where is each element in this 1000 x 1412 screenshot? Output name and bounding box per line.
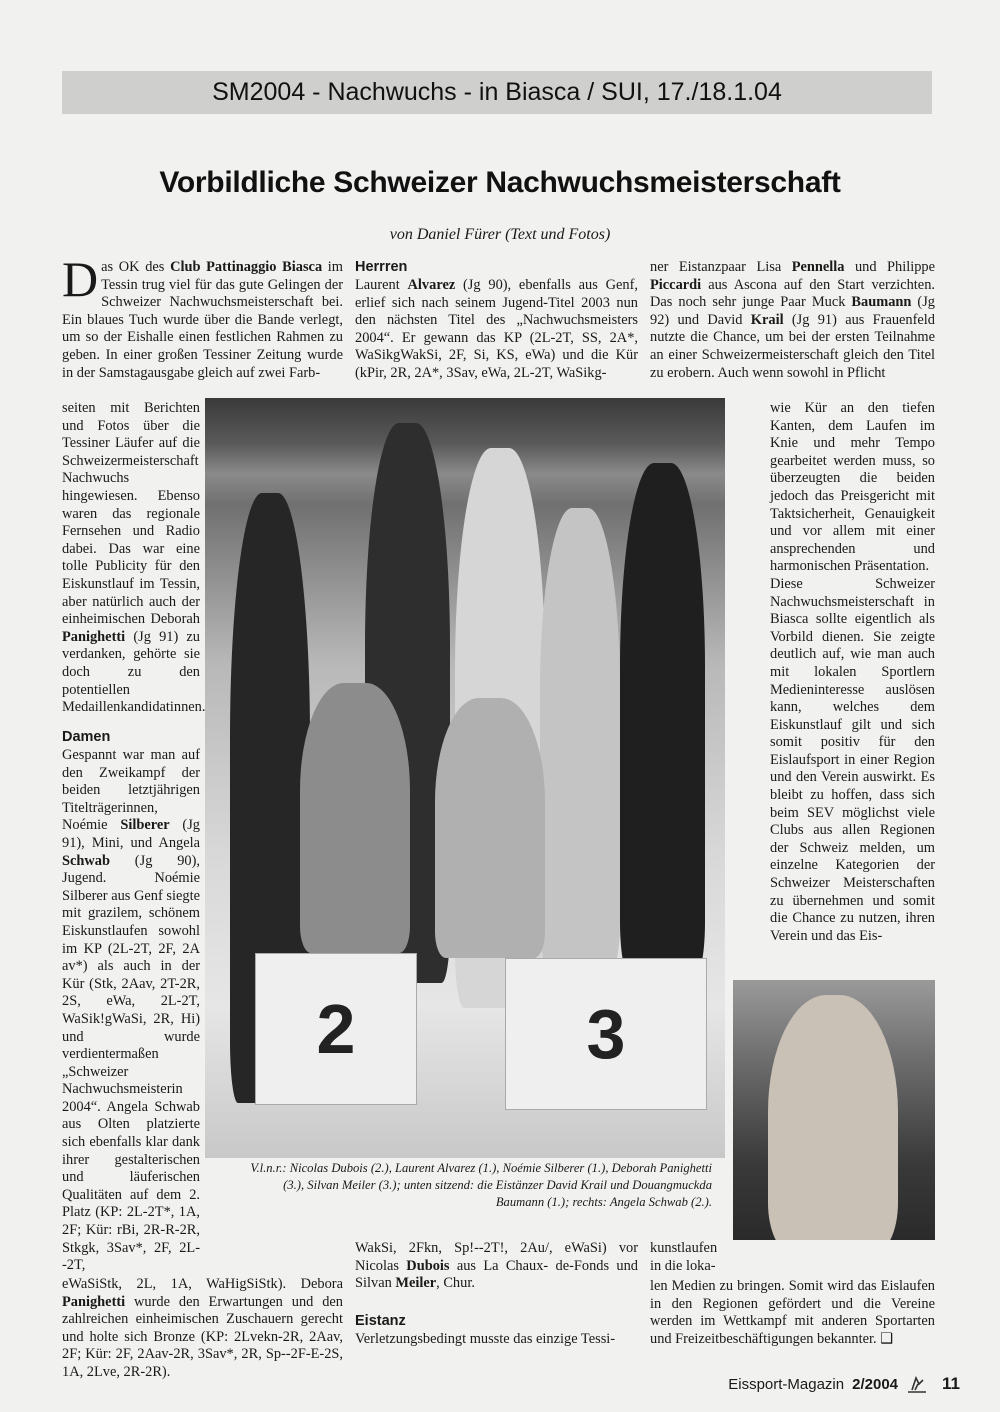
text-run: ner Eistanzpaar Lisa: [650, 259, 792, 275]
paragraph-text: [62, 400, 205, 715]
closing-start: [650, 1240, 730, 1275]
paragraph-text: [355, 1240, 638, 1291]
bold-name: Schwab: [62, 852, 110, 869]
bold-name: Panighetti: [62, 1293, 126, 1310]
text-run: wurde den Erwartungen und den zahlreichen einheimischen Zuschauern gerecht und holte sich Bronze (KP: 2Lvekn-2R, 2Aav, 2F; Kür: 2F, 2Aav-2R, 3Sav*, 2R, Sp--2F-E-2S, 1A, 2Lve, 2R-2R).: [62, 1293, 343, 1380]
paragraph-text: [650, 1240, 717, 1274]
text-run: wie Kür an den tiefen Kanten, dem Laufen im Knie und mehr Tempo gearbeitet werden muss, so überzeugten die beiden jedoch das Preisgericht mit Taktsicherheit, Genauigkeit und vor allem mit einer ansprechenden und harmonischen Präsentation.: [770, 400, 935, 575]
text-run: as OK des: [101, 259, 171, 275]
paragraph-text: [770, 400, 935, 574]
intro-continued: [62, 400, 206, 717]
bold-name: Piccardi: [650, 276, 702, 293]
bold-name: Baumann: [851, 294, 912, 311]
text-run: Laurent: [355, 277, 408, 293]
eistanz-continued: [650, 259, 935, 382]
text-run: im Tessin trug viel für das gute Gelingen der Schweizer Nachwuchsmeisterschaft bei. Ein blaues Tuch wurde über die Bande verlegt, um so der Eishalle einen festlichen Rahmen zu geben. In einer großen Tessiner Zeitung wurde in der Samstagausgabe gleich auf zwei Farb-: [62, 259, 344, 381]
text-run: , Chur.: [436, 1275, 475, 1292]
bold-name: Panighetti: [62, 628, 126, 645]
heading-eistanz: Eistanz: [355, 1313, 406, 1329]
issue-number: 2/2004: [852, 1375, 899, 1393]
paragraph-text: [650, 259, 935, 381]
portrait-photo: [733, 980, 935, 1240]
heading-damen: Damen: [62, 729, 111, 745]
paragraph-text: [62, 1276, 343, 1380]
text-run: (Jg 91) zu verdanken, gehörte sie doch zu den potentiellen Medaillenkandidatinnen.: [62, 628, 206, 716]
bold-name: Meiler: [395, 1275, 437, 1292]
skater-figure: [435, 698, 545, 958]
skater-figure: [540, 508, 620, 968]
skater-figure: [300, 683, 410, 953]
paragraph-text: [62, 251, 344, 381]
paragraph-text: [650, 1278, 935, 1347]
text-run: (Jg 91), Mini, und Angela: [62, 817, 201, 851]
damen-continued: [62, 1276, 343, 1382]
banner-text: SM2004 - Nachwuchs - in Biasca / SUI, 17./18.1.04: [212, 78, 782, 106]
magazine-name: Eissport-Magazin: [728, 1375, 845, 1393]
skater-logo-icon: [906, 1374, 928, 1394]
paragraph-text: [355, 1331, 615, 1347]
podium-second: 2: [255, 953, 417, 1105]
text-run: (Jg 92) und David: [650, 294, 936, 328]
page-footer: [728, 1374, 960, 1394]
herren-paragraph: [355, 277, 638, 383]
text-run: aus La Chaux- de-Fonds und Silvan: [355, 1257, 638, 1292]
article-title: Vorbildliche Schweizer Nachwuchsmeisterschaft: [159, 166, 841, 199]
skater-figure: [768, 995, 898, 1240]
text-run: Gespannt war man auf den Zweikampf der beiden letztjährigen Titelträgerinnen, Noémie: [62, 747, 200, 834]
intro-paragraph: [62, 251, 344, 382]
text-run: seiten mit Berichten und Fotos über die Tessiner Läufer auf die Schweizermeisterschaft Nachwuchs hingewiesen. Ebenso waren das regionale Fernsehen und Radio dabei. Das war eine tolle Publicity für den Eiskunstlauf im Tessin, aber natürlich auch der einheimischen Deborah: [62, 400, 200, 628]
text-run: Diese Schweizer Nachwuchsmeisterschaft in Biasca sollte eigentlich als Vorbild dienen. Sie zeigte deutlich auf, wie man auch mit lokalen Sportlern Medieninteresse auslösen kann, welches dem Eiskunstlauf gilt und sich somit positiv für den Eislaufsport in einer Region und den Verein auswirkt. Es bleibt zu hoffen, dass sich beim SEV möglichst viele Clubs aus allen Regionen der Schweiz melden, um einzelne Kategorien der Schweizer Meisterschaften zu übernehmen und somit die Chance zu nutzen, ihren Verein und das Eis-: [770, 575, 935, 944]
damen-paragraph: [62, 747, 200, 1275]
drop-cap: D: [62, 251, 99, 307]
bold-name: Silberer: [120, 817, 170, 834]
paragraph-text: [770, 576, 935, 944]
paragraph-text: [62, 747, 200, 1273]
text-run: und Philippe: [844, 259, 935, 275]
bold-name: Krail: [750, 311, 784, 328]
text-run: aus Ascona auf den Start verzichten. Das noch sehr junge Paar Muck: [650, 276, 935, 311]
skater-figure: [620, 463, 705, 973]
podium-group-photo: [205, 398, 725, 1158]
page-number: 11: [942, 1374, 960, 1393]
bold-name: Dubois: [406, 1257, 450, 1274]
text-run: (Jg 91) aus Frauenfeld nutzte die Chance, um bei der ersten Teilnahme an einer Schweizermeisterschaft gleich den Titel zu erobern. Auch wenn sowohl in Pflicht: [650, 311, 935, 381]
podium-third: 3: [505, 958, 707, 1110]
bold-name: Alvarez: [407, 277, 456, 293]
closing-paragraph: [650, 1278, 935, 1348]
text-run: eWaSiStk, 2L, 1A, WaHigSiStk). Debora: [62, 1276, 343, 1292]
paragraph-text: [355, 277, 638, 381]
text-run: len Medien zu bringen. Somit wird das Eislaufen in den Regionen gefördert und die Vereine werden im Wettkampf mit anderen Sportarten und Freizeitbeschäftigungen bekannter. ❑: [650, 1278, 935, 1347]
text-run: kunstlaufen in die loka-: [650, 1240, 718, 1274]
section-banner: [62, 71, 932, 114]
text-run: WakSi, 2Fkn, Sp!--2T!, 2Au/, eWaSi) vor Nicolas: [355, 1240, 638, 1274]
byline: von Daniel Fürer (Text und Fotos): [389, 226, 611, 243]
herren-continued: [355, 1240, 638, 1293]
eistanz-paragraph: [355, 1331, 638, 1349]
text-run: Verletzungsbedingt musste das einzige Tessi-: [355, 1331, 616, 1347]
photo-caption: V.l.n.r.: Nicolas Dubois (2.), Laurent Alvarez (1.), Noémie Silberer (1.), Deborah Panighetti (3.), Silvan Meiler (3.); unten sitzend: die Eistänzer David Krail und Douangmuckda Baumann (1.); rechts: Angela Schwab (2.).: [250, 1161, 712, 1209]
right-narrow-paragraph: [770, 400, 935, 945]
text-run: (Jg 90), Jugend. Noémie Silberer aus Genf siegte mit grazilem, schönem Eiskunstlaufen sowohl im KP (2L-2T, 2F, 2A av*) als auch in der Kür (Stk, 2Aav, 2T-2R, 2S, eWa, 2L-2T, WaSik!gWaSi, 2R, Hi) und wurde verdientermaßen „Schweizer Nachwuchsmeisterin 2004“. Angela Schwab aus Olten platzierte sich ebenfalls klar dank ihrer gestalterischen und läuferischen Qualitäten auf dem 2. Platz (KP: 2L-2T*, 1A, 2F; Kür: rBi, 2R-R-2R, Stkgk, 3Sav*, 2F, 2L--2T,: [62, 852, 200, 1274]
heading-herren: Herrren: [355, 259, 408, 275]
bold-name: Pennella: [791, 259, 845, 275]
bold-name: Club Pattinaggio Biasca: [170, 259, 323, 275]
text-run: (Jg 90), ebenfalls aus Genf, erlief sich nach seinem Jugend-Titel 2003 nun den nächsten Titel des „Nachwuchsmeisters 2004“. Er gewann das KP (2L-2T, SS, 2A*, WaSikgWakSi, 2F, Si, KS, eWa) und die Kür (kPir, 2R, 2A*, 3Sav, eWa, 2L-2T, WaSikg-: [355, 277, 638, 381]
